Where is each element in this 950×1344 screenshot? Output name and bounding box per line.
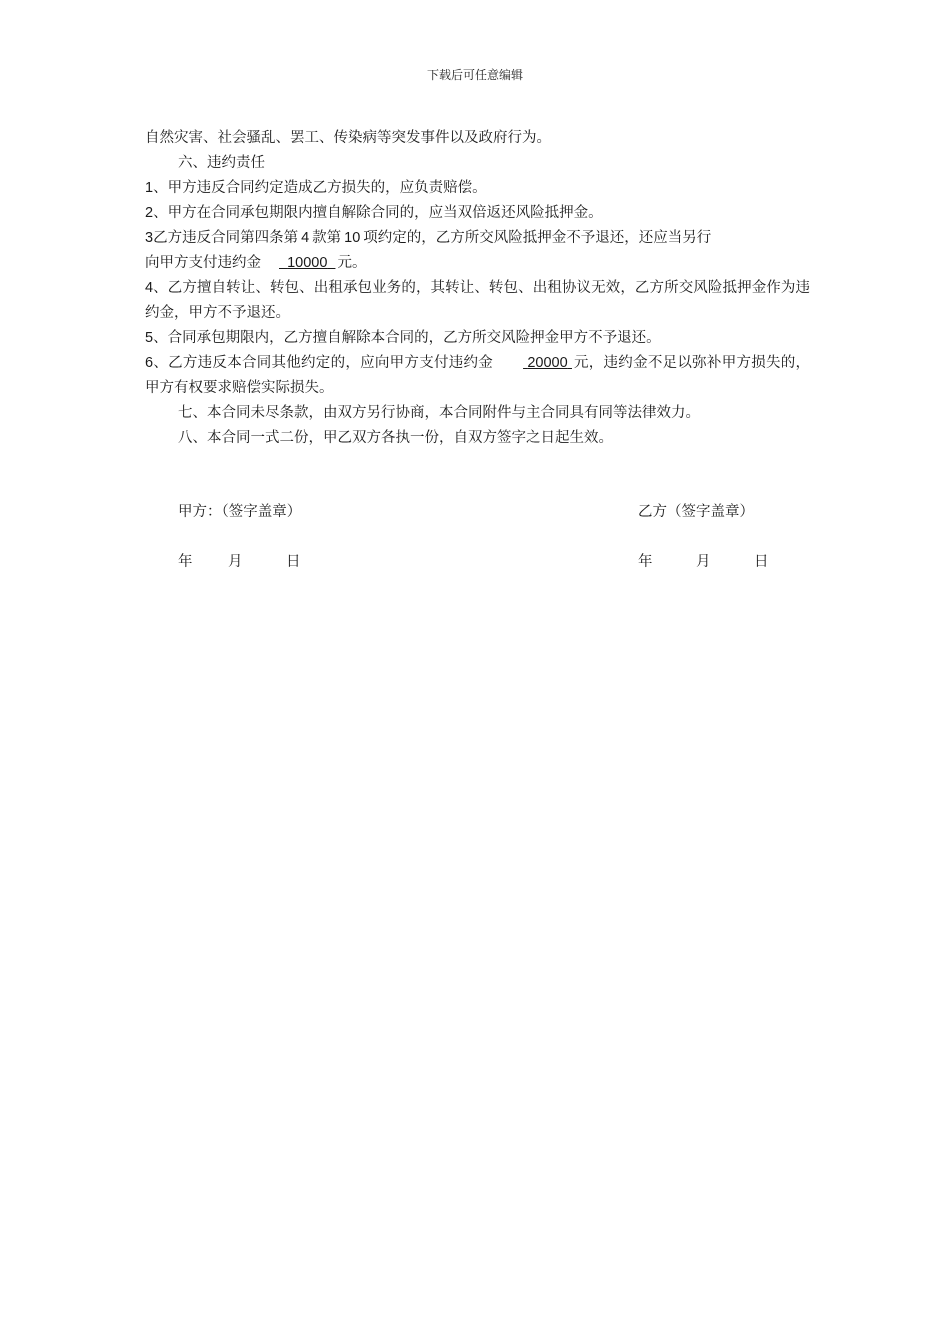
clause-text: 、合同承包期限内，乙方擅自解除本合同的，乙方所交风险押金甲方不予退还。 — [153, 330, 661, 346]
clause-text: 、乙方违反本合同其他约定的，应向甲方支付违约金 — [153, 355, 494, 371]
clause-seven: 七、本合同未尽条款，由双方另行协商，本合同附件与主合同具有同等法律效力。 — [178, 405, 700, 421]
clause-text: 款第 — [312, 230, 342, 246]
clause-ref-number: 4 — [301, 230, 310, 246]
clause-eight: 八、本合同一式二份，甲乙双方各执一份，自双方签字之日起生效。 — [178, 430, 613, 446]
clause-text: 乙方违反合同第四条第 — [153, 230, 299, 246]
clause-2 — [145, 201, 810, 226]
day-label: 日 — [754, 554, 769, 570]
clause-text: 、甲方在合同承包期限内擅自解除合同的，应当双倍返还风险抵押金。 — [153, 205, 603, 221]
section-heading-liability: 六、违约责任 — [178, 155, 265, 171]
party-a-date — [178, 550, 301, 571]
clause-text: 、甲方违反合同约定造成乙方损失的，应负责赔偿。 — [153, 180, 487, 196]
clause-number: 3 — [145, 230, 154, 246]
year-label: 年 — [178, 554, 193, 570]
clause-text: 项约定的，乙方所交风险抵押金不予退还，还应当另行 — [363, 230, 712, 246]
clause-number: 2 — [145, 205, 154, 221]
penalty-amount-field — [521, 355, 574, 371]
clause-number: 4 — [145, 280, 154, 296]
clause-text: 、乙方擅自转让、转包、出租承包业务的，其转让、转包、出租协议无效，乙方所交风险抵押金作为违约金，甲方不予退还。 — [145, 280, 810, 321]
clause-text: 元。 — [337, 255, 367, 271]
party-a-signature: 甲方：（签字盖章） — [178, 504, 302, 520]
clause-number: 6 — [145, 355, 154, 371]
month-label: 月 — [228, 554, 243, 570]
clause-4 — [145, 276, 810, 326]
page-header: 下载后可任意编辑 — [426, 68, 523, 82]
clause-text: 向甲方支付违约金 — [145, 255, 261, 271]
contract-body — [145, 126, 810, 451]
clause-number: 5 — [145, 330, 154, 346]
penalty-amount: 20000 — [527, 355, 568, 371]
clause-3 — [145, 226, 810, 251]
penalty-amount-field — [277, 255, 337, 271]
year-label: 年 — [638, 554, 653, 570]
clause-ref-number: 10 — [344, 230, 361, 246]
clause-6 — [145, 351, 810, 401]
party-b-signature: 乙方（签字盖章） — [638, 504, 754, 520]
month-label: 月 — [696, 554, 711, 570]
clause-5 — [145, 326, 810, 351]
clause-3-continued — [145, 251, 810, 276]
day-label: 日 — [286, 554, 301, 570]
clause-1 — [145, 176, 810, 201]
paragraph-force-majeure: 自然灾害、社会骚乱、罢工、传染病等突发事件以及政府行为。 — [145, 130, 551, 146]
clause-text: 元，违约金不足以弥补甲方损失的，甲方有权要求赔偿实际损失。 — [145, 355, 811, 396]
party-b-date — [638, 550, 769, 571]
clause-number: 1 — [145, 180, 154, 196]
penalty-amount: 10000 — [287, 255, 328, 271]
